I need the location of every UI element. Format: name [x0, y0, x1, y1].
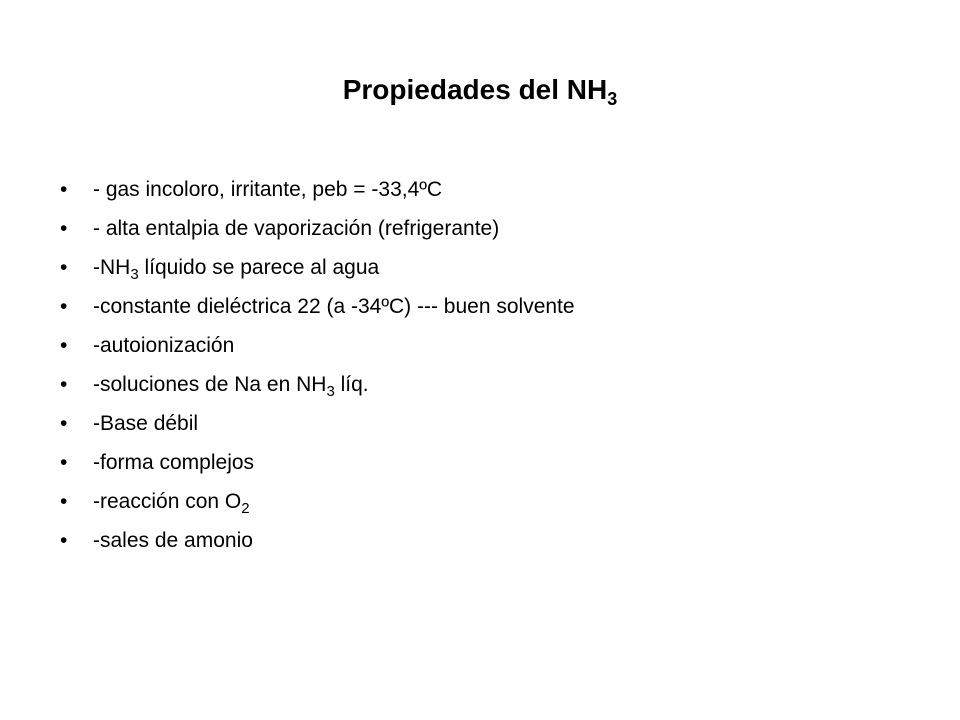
bullet-item	[60, 248, 920, 287]
bullet-dot-icon: •	[60, 295, 68, 318]
bullet-text-rest: líquido se parece al agua	[138, 256, 380, 279]
slide-title	[0, 70, 960, 110]
bullet-dot-icon: •	[60, 529, 68, 552]
bullet-item	[60, 287, 920, 326]
bullet-text-rest: líq.	[334, 373, 369, 396]
bullet-text-main: -reacción con O	[93, 490, 242, 513]
bullet-text	[93, 170, 442, 209]
bullet-dot-icon: •	[60, 256, 68, 279]
slide-title-text: Propiedades del NH	[342, 74, 608, 105]
bullet-text-subscript: 2	[241, 500, 250, 517]
bullet-item	[60, 209, 920, 248]
bullet-dot-icon: •	[60, 373, 68, 396]
bullet-dot-icon: •	[60, 451, 68, 474]
bullet-item	[60, 443, 920, 482]
bullet-text-main: -forma complejos	[93, 451, 255, 474]
bullet-item	[60, 521, 920, 560]
bullet-dot-icon: •	[60, 217, 68, 240]
bullet-item	[60, 404, 920, 443]
bullet-text-subscript: 3	[130, 266, 139, 283]
bullet-text-subscript: 3	[326, 383, 335, 400]
bullet-dot-icon: •	[60, 412, 68, 435]
bullet-dot-icon: •	[60, 178, 68, 201]
bullet-text	[93, 326, 234, 365]
bullet-text	[93, 209, 499, 248]
bullet-list	[60, 170, 920, 560]
bullet-text	[93, 404, 198, 443]
bullet-text	[93, 443, 254, 482]
bullet-text	[93, 365, 369, 404]
bullet-item	[60, 482, 920, 521]
bullet-dot-icon: •	[60, 490, 68, 513]
bullet-text	[93, 287, 575, 326]
bullet-item	[60, 326, 920, 365]
bullet-text-main: - gas incoloro, irritante, peb = -33,4ºC	[93, 178, 443, 201]
bullet-item	[60, 170, 920, 209]
bullet-dot-icon: •	[60, 334, 68, 357]
slide-title-subscript: 3	[607, 89, 618, 109]
bullet-text	[93, 482, 250, 521]
bullet-text-main: - alta entalpia de vaporización (refrigerante)	[93, 217, 500, 240]
bullet-text-main: -soluciones de Na en NH	[93, 373, 327, 396]
bullet-text-main: -autoionización	[93, 334, 235, 357]
bullet-text-main: -sales de amonio	[93, 529, 253, 552]
bullet-text-main: -NH	[93, 256, 131, 279]
bullet-item	[60, 365, 920, 404]
bullet-text	[93, 521, 253, 560]
bullet-text-main: -Base débil	[93, 412, 199, 435]
bullet-text-main: -constante dieléctrica 22 (a -34ºC) --- buen solvente	[93, 295, 575, 318]
bullet-text	[93, 248, 379, 287]
